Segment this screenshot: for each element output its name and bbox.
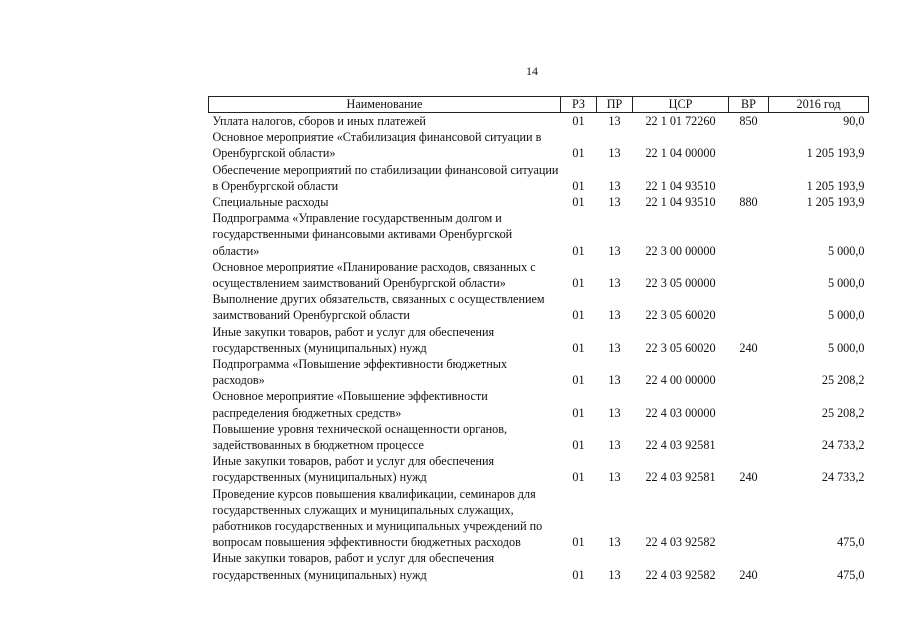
cell-sum: 1 205 193,9 — [806, 146, 865, 161]
cell-vr — [729, 486, 769, 551]
table-row — [209, 162, 869, 194]
cell-vr: 850 — [739, 114, 758, 128]
cell-rz: 01 — [572, 373, 585, 388]
cell-csr: 22 1 04 93510 — [645, 178, 716, 193]
cell-csr: 22 4 03 92581 — [645, 470, 716, 485]
table-row — [209, 453, 869, 485]
cell-name: Подпрограмма «Управление государственным долгом и государственными финансовыми активами Оренбургской области» — [212, 211, 513, 258]
cell-rz: 01 — [572, 340, 585, 355]
table-row — [209, 421, 869, 453]
cell-vr — [729, 162, 769, 194]
cell-rz: 01 — [572, 195, 585, 210]
cell-pr: 13 — [608, 470, 621, 485]
cell-name: Иные закупки товаров, работ и услуг для обеспечения государственных (муниципальных) нужд — [212, 454, 495, 485]
cell-name: Специальные расходы — [212, 195, 329, 210]
table-row — [209, 550, 869, 582]
cell-sum: 475,0 — [837, 567, 865, 582]
header-pr: ПР — [597, 97, 633, 113]
cell-rz: 01 — [572, 146, 585, 161]
cell-vr — [729, 421, 769, 453]
cell-rz: 01 — [572, 308, 585, 323]
cell-name: Основное мероприятие «Повышение эффективности распределения бюджетных средств» — [212, 389, 488, 420]
cell-pr: 13 — [608, 340, 621, 355]
header-vr: ВР — [729, 97, 769, 113]
budget-table — [208, 96, 869, 583]
cell-vr — [729, 259, 769, 291]
cell-name: Иные закупки товаров, работ и услуг для обеспечения государственных (муниципальных) нужд — [212, 324, 495, 355]
cell-pr: 13 — [608, 146, 621, 161]
cell-vr: 880 — [739, 195, 758, 210]
cell-csr: 22 1 04 93510 — [645, 195, 716, 210]
cell-csr: 22 4 03 00000 — [645, 405, 716, 420]
cell-vr: 240 — [739, 567, 758, 582]
cell-vr — [729, 356, 769, 388]
cell-name: Повышение уровня технической оснащенности органов, задействованных в бюджетном процессе — [212, 421, 508, 453]
table-row — [209, 486, 869, 551]
cell-name: Обеспечение мероприятий по стабилизации финансовой ситуации в Оренбургской области — [212, 162, 559, 193]
cell-vr: 240 — [739, 470, 758, 485]
cell-sum: 24 733,2 — [821, 470, 865, 485]
cell-sum: 1 205 193,9 — [806, 195, 865, 210]
cell-rz: 01 — [572, 567, 585, 582]
cell-pr: 13 — [608, 535, 621, 550]
cell-csr: 22 4 00 00000 — [645, 373, 716, 388]
cell-sum: 5 000,0 — [827, 308, 865, 323]
cell-pr: 13 — [608, 567, 621, 582]
cell-sum: 475,0 — [837, 535, 865, 550]
cell-csr: 22 4 03 92582 — [645, 535, 716, 550]
cell-csr: 22 1 04 00000 — [645, 146, 716, 161]
cell-pr: 13 — [608, 405, 621, 420]
cell-sum: 5 000,0 — [827, 276, 865, 291]
page-number: 14 — [526, 64, 538, 78]
table-row — [209, 113, 869, 130]
cell-csr: 22 1 01 72260 — [645, 114, 716, 128]
cell-name: Проведение курсов повышения квалификации, семинаров для государственных служащих и муниципальных служащих, работников государственных и муниципальных учреждений по вопросам повышения эффективности бюджетных расходов — [212, 486, 543, 550]
cell-csr: 22 4 03 92581 — [645, 438, 716, 453]
table-row — [209, 194, 869, 210]
cell-sum: 25 208,2 — [821, 405, 865, 420]
cell-rz: 01 — [572, 470, 585, 485]
cell-sum: 5 000,0 — [827, 243, 865, 258]
cell-csr: 22 3 05 60020 — [645, 308, 716, 323]
cell-pr: 13 — [608, 243, 621, 258]
cell-vr: 240 — [739, 340, 758, 355]
header-name: Наименование — [209, 97, 561, 113]
cell-pr: 13 — [608, 178, 621, 193]
cell-sum: 24 733,2 — [821, 438, 865, 453]
table-row — [209, 291, 869, 323]
cell-pr: 13 — [608, 308, 621, 323]
header-rz: РЗ — [561, 97, 597, 113]
cell-vr — [729, 210, 769, 259]
table-row — [209, 129, 869, 161]
cell-csr: 22 3 05 00000 — [645, 276, 716, 291]
header-year: 2016 год — [769, 97, 869, 113]
table-header — [209, 97, 869, 113]
cell-pr: 13 — [608, 373, 621, 388]
cell-pr: 13 — [608, 276, 621, 291]
cell-sum: 90,0 — [843, 114, 865, 128]
cell-sum: 1 205 193,9 — [806, 178, 865, 193]
table-row — [209, 259, 869, 291]
cell-name: Иные закупки товаров, работ и услуг для обеспечения государственных (муниципальных) нужд — [212, 551, 495, 582]
cell-pr: 13 — [608, 195, 621, 210]
table-body — [209, 113, 869, 583]
cell-rz: 01 — [572, 535, 585, 550]
cell-rz: 01 — [572, 114, 585, 128]
table-row — [209, 356, 869, 388]
cell-csr: 22 3 05 60020 — [645, 340, 716, 355]
table-row — [209, 210, 869, 259]
cell-name: Основное мероприятие «Планирование расходов, связанных с осуществлением заимствований Оренбургской области» — [212, 259, 536, 291]
cell-name: Уплата налогов, сборов и иных платежей — [212, 114, 426, 128]
cell-rz: 01 — [572, 405, 585, 420]
cell-vr — [729, 291, 769, 323]
cell-rz: 01 — [572, 438, 585, 453]
table-row — [209, 388, 869, 420]
cell-pr: 13 — [608, 114, 621, 128]
cell-rz: 01 — [572, 276, 585, 291]
cell-sum: 25 208,2 — [821, 373, 865, 388]
cell-sum: 5 000,0 — [827, 340, 865, 355]
cell-rz: 01 — [572, 243, 585, 258]
cell-name: Основное мероприятие «Стабилизация финансовой ситуации в Оренбургской области» — [212, 130, 542, 161]
header-csr: ЦСР — [633, 97, 729, 113]
cell-rz: 01 — [572, 178, 585, 193]
cell-name: Выполнение других обязательств, связанных с осуществлением заимствований Оренбургской области — [212, 292, 545, 323]
cell-pr: 13 — [608, 438, 621, 453]
cell-vr — [729, 129, 769, 161]
cell-name: Подпрограмма «Повышение эффективности бюджетных расходов» — [212, 357, 508, 388]
cell-vr — [729, 388, 769, 420]
cell-csr: 22 3 00 00000 — [645, 243, 716, 258]
table-row — [209, 324, 869, 356]
cell-csr: 22 4 03 92582 — [645, 567, 716, 582]
